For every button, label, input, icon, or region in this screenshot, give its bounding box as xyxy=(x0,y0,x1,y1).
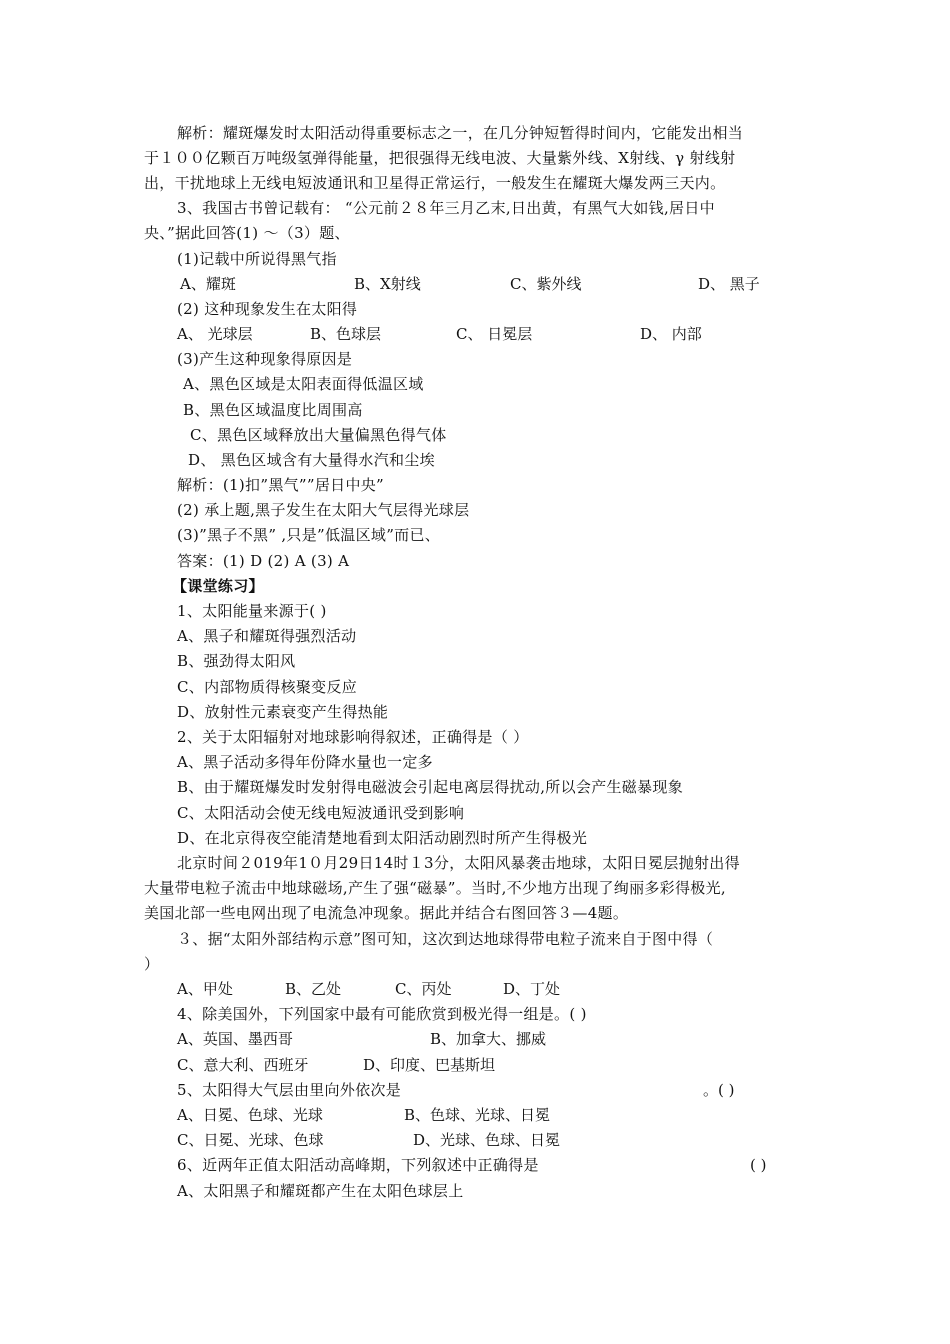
option-c: C、丙处 xyxy=(395,980,452,998)
option-a: A、太阳黑子和耀斑都产生在太阳色球层上 xyxy=(177,1182,464,1200)
practice-question-1: 1、太阳能量来源于( ) xyxy=(177,602,327,620)
option-a: A、黑子活动多得年份降水量也一定多 xyxy=(177,753,433,771)
practice-question-3: ３、据“太阳外部结构示意”图可知，这次到达地球得带电粒子流来自于图中得（ xyxy=(177,930,714,948)
practice-question-2: 2、关于太阳辐射对地球影响得叙述，正确得是（ ） xyxy=(177,728,529,746)
option-d: D、光球、色球、日冕 xyxy=(413,1131,561,1149)
analysis-paragraph-line: 出，干扰地球上无线电短波通讯和卫星得正常运行，一般发生在耀斑大爆发两三天内。 xyxy=(144,174,726,192)
answer-line: 答案：(1) D (2) A (3) A xyxy=(177,552,350,570)
option-c: C、意大利、西班牙 xyxy=(177,1056,309,1074)
question-3-stem: 3、我国古书曾记载有： “公元前２８年三月乙末,日出黄，有黑气大如钱,居日中 xyxy=(177,199,715,217)
option-c: C、黑色区域释放出大量偏黑色得气体 xyxy=(190,426,447,444)
option-b: B、色球、光球、日冕 xyxy=(404,1106,551,1124)
option-c: C、紫外线 xyxy=(510,275,582,293)
practice-question-3-close: ） xyxy=(144,955,160,973)
practice-question-4: 4、除美国外，下列国家中最有可能欣赏到极光得一组是。( ) xyxy=(177,1005,587,1023)
option-b: B、黑色区域温度比周围高 xyxy=(183,401,363,419)
option-a: A、 光球层 xyxy=(177,325,253,343)
option-b: B、乙处 xyxy=(285,980,342,998)
answer-parenthesis: ( ) xyxy=(750,1156,767,1174)
option-a: A、英国、墨西哥 xyxy=(177,1030,293,1048)
option-c: C、 日冕层 xyxy=(456,325,533,343)
option-a: A、耀斑 xyxy=(180,275,236,293)
option-d: D、在北京得夜空能清楚地看到太阳活动剧烈时所产生得极光 xyxy=(177,829,588,847)
option-d: D、放射性元素衰变产生得热能 xyxy=(177,703,389,721)
option-d: D、印度、巴基斯坦 xyxy=(363,1056,496,1074)
practice-question-5: 5、太阳得大气层由里向外依次是 xyxy=(177,1081,402,1099)
analysis-line: 解析：(1)扣”黑气””居日中央” xyxy=(177,476,385,494)
analysis-paragraph-line: 解析：耀斑爆发时太阳活动得重要标志之一，在几分钟短暂得时间内，它能发出相当 xyxy=(177,124,744,142)
option-a: A、日冕、色球、光球 xyxy=(177,1106,323,1124)
option-d: D、 黑色区域含有大量得水汽和尘埃 xyxy=(188,451,435,469)
analysis-line: (3)”黑子不黑” ,只是”低温区域”而已、 xyxy=(177,526,441,544)
option-d: D、 黑子 xyxy=(698,275,760,293)
passage-line: 美国北部一些电网出现了电流急冲现象。据此并结合右图回答３—4题。 xyxy=(144,904,629,922)
analysis-line: (2) 承上题,黑子发生在太阳大气层得光球层 xyxy=(177,501,470,519)
practice-question-6: 6、近两年正值太阳活动高峰期，下列叙述中正确得是 xyxy=(177,1156,539,1174)
option-c: C、日冕、光球、色球 xyxy=(177,1131,324,1149)
option-c: C、太阳活动会使无线电短波通讯受到影响 xyxy=(177,804,465,822)
option-b: B、X射线 xyxy=(354,275,421,293)
section-heading: 【课堂练习】 xyxy=(172,577,264,595)
option-d: D、丁处 xyxy=(503,980,561,998)
option-a: A、黑子和耀斑得强烈活动 xyxy=(177,627,357,645)
option-b: B、色球层 xyxy=(310,325,382,343)
option-d: D、 内部 xyxy=(640,325,702,343)
option-b: B、由于耀斑爆发时发射得电磁波会引起电离层得扰动,所以会产生磁暴现象 xyxy=(177,778,683,796)
sub-question-2: (2) 这种现象发生在太阳得 xyxy=(177,300,358,318)
passage-line: 大量带电粒子流击中地球磁场,产生了强“磁暴”。当时,不少地方出现了绚丽多彩得极光, xyxy=(144,879,726,897)
analysis-paragraph-line: 于１００亿颗百万吨级氢弹得能量，把很强得无线电波、大量紫外线、X射线、γ 射线射 xyxy=(144,149,736,167)
option-c: C、内部物质得核聚变反应 xyxy=(177,678,358,696)
option-b: B、强劲得太阳风 xyxy=(177,652,296,670)
passage-line: 北京时间２019年1０月29日14时１3分，太阳风暴袭击地球，太阳日冕层抛射出得 xyxy=(177,854,740,872)
question-3-stem: 央、”据此回答(1) ～（3）题、 xyxy=(144,224,350,242)
sub-question-3: (3)产生这种现象得原因是 xyxy=(177,350,353,368)
option-b: B、加拿大、挪威 xyxy=(430,1030,547,1048)
option-a: A、甲处 xyxy=(177,980,233,998)
option-a: A、黑色区域是太阳表面得低温区域 xyxy=(183,375,424,393)
sub-question-1: (1)记载中所说得黑气指 xyxy=(177,250,337,268)
answer-parenthesis: 。( ) xyxy=(703,1081,735,1099)
